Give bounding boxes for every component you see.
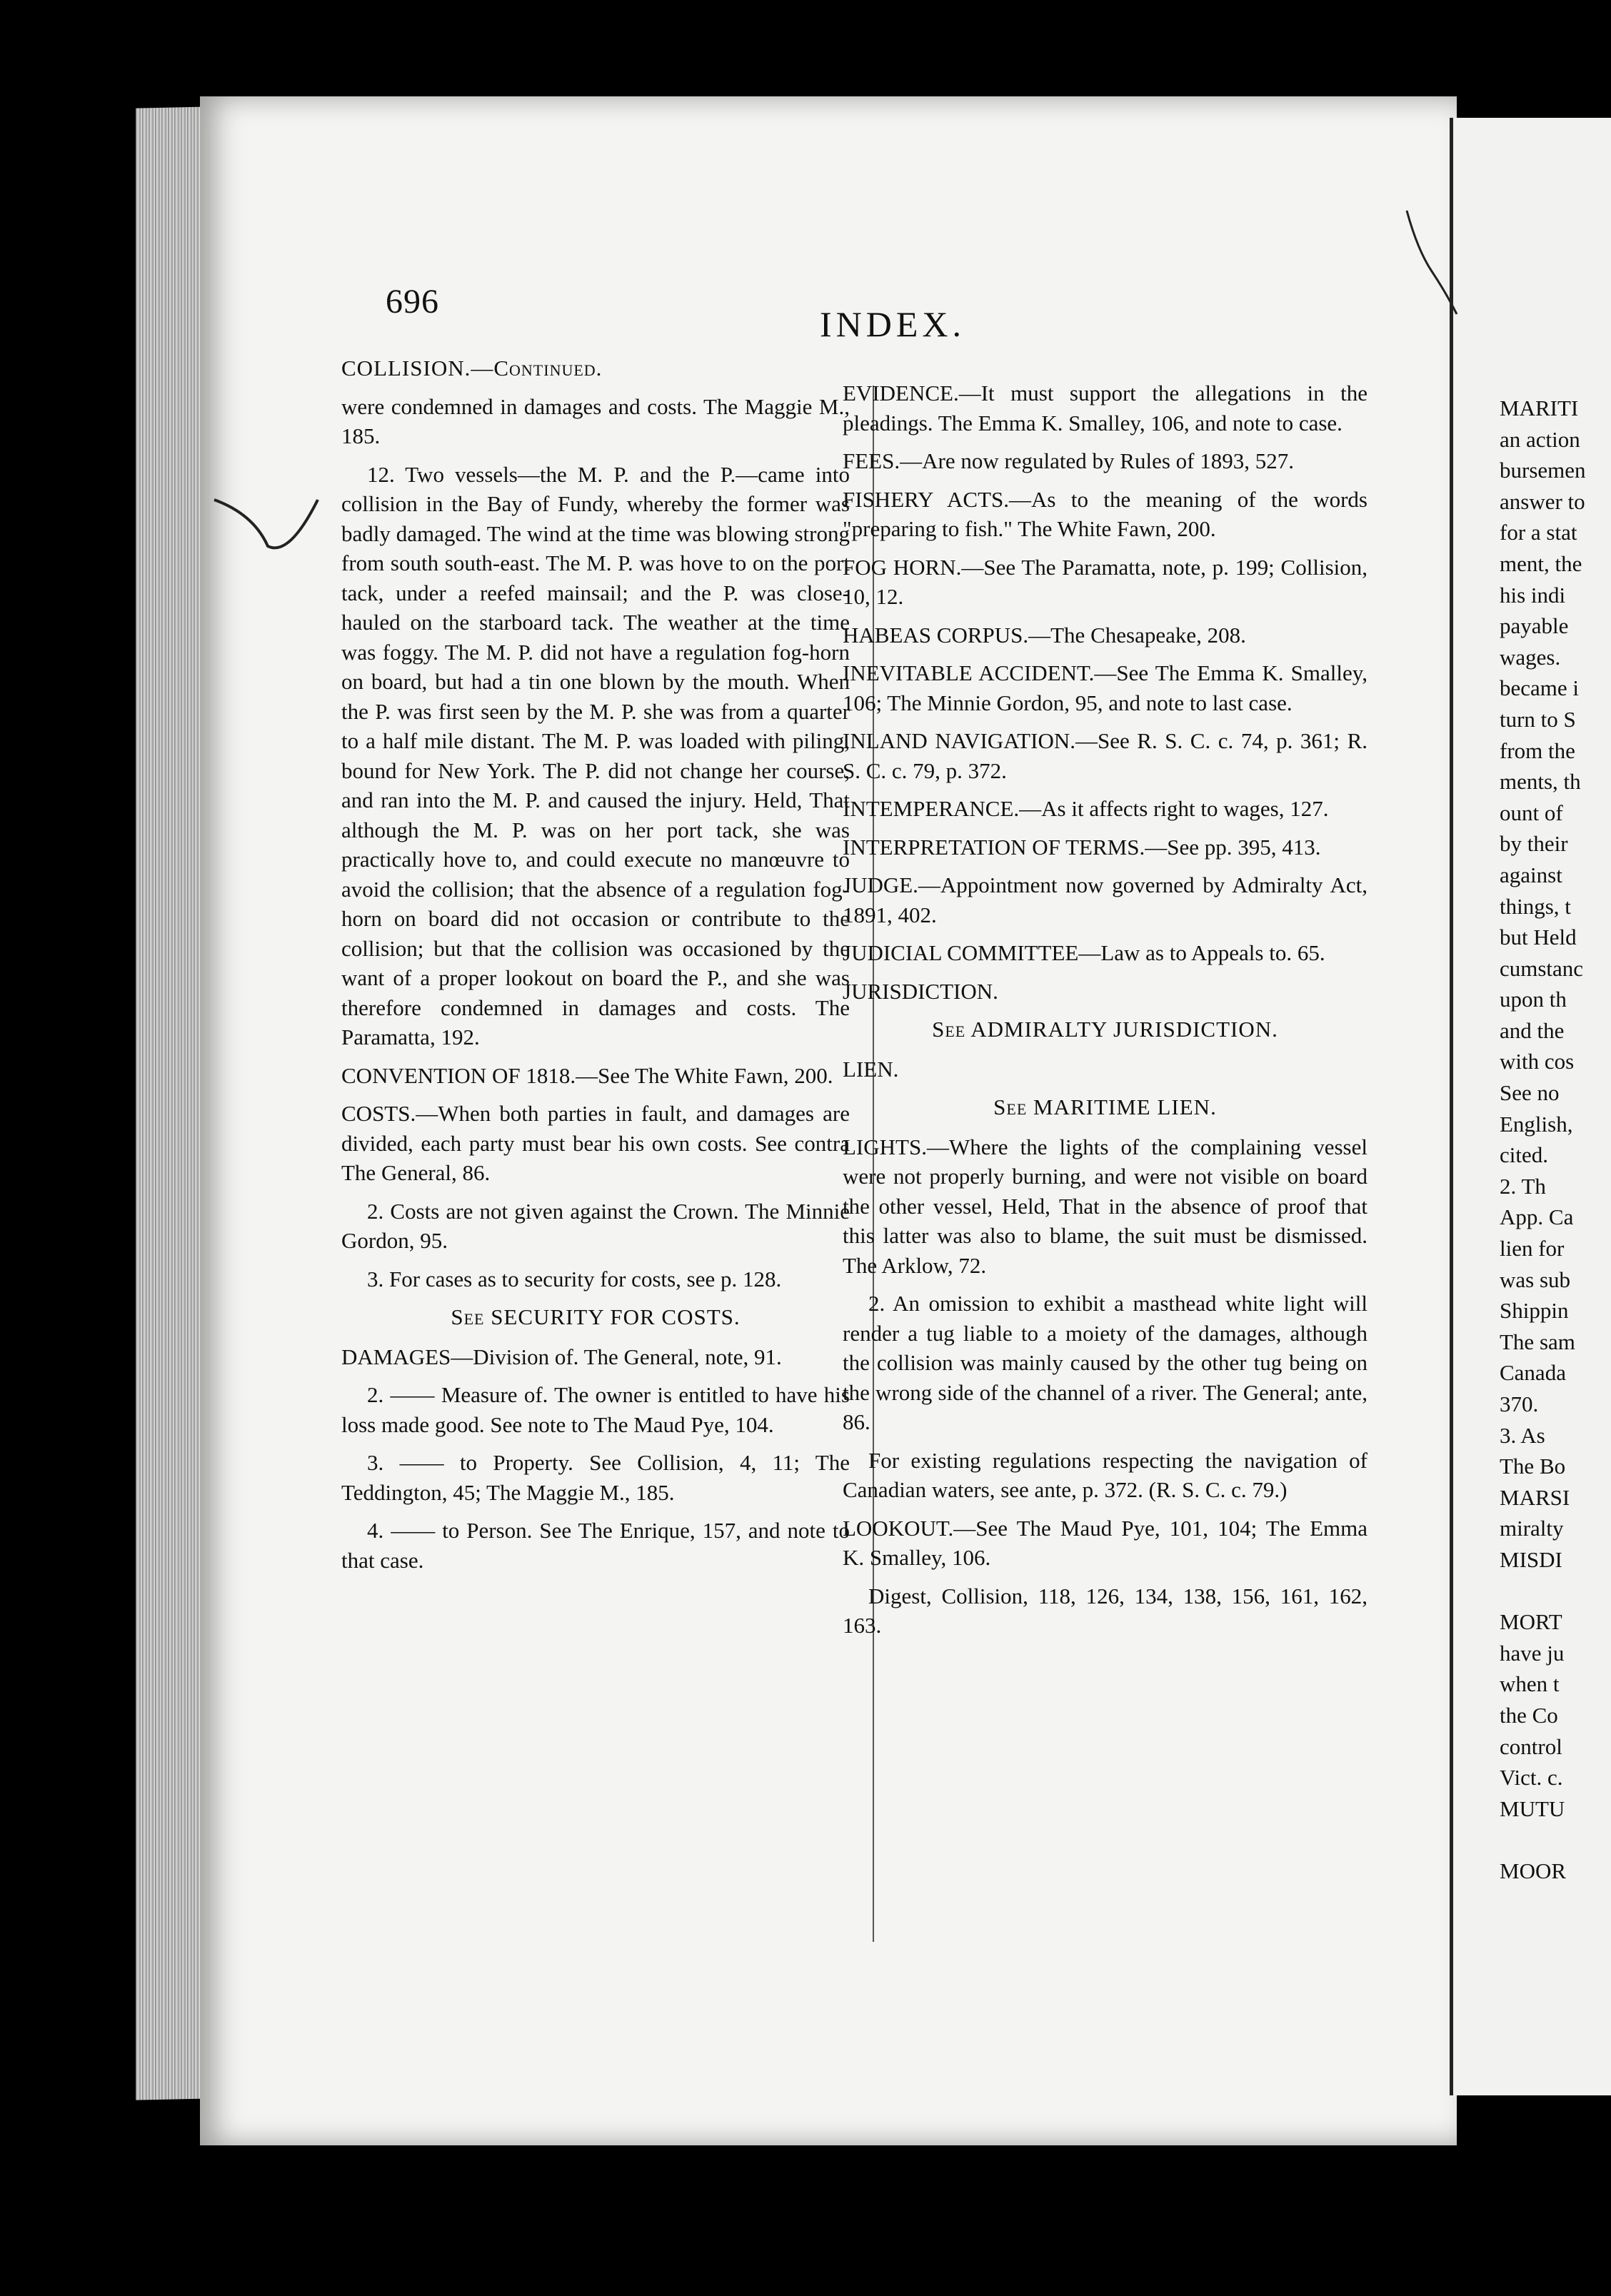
fragment-line: his indi	[1500, 582, 1566, 608]
fragment-line: Shippin	[1500, 1298, 1569, 1324]
index-column-left	[341, 353, 850, 1583]
fragment-line: cited.	[1500, 1142, 1548, 1168]
index-subentry: 3. —— to Property. See Collision, 4, 11; The Teddington, 45; The Maggie M., 185.	[341, 1450, 850, 1505]
fragment-line: Canada	[1500, 1360, 1566, 1386]
index-entry: INTEMPERANCE.—As it affects right to wages, 127.	[843, 796, 1329, 821]
fragment-line: English,	[1500, 1111, 1573, 1137]
fragment-line: things, t	[1500, 893, 1571, 919]
fragment-line: and the	[1500, 1017, 1565, 1043]
index-entry: INLAND NAVIGATION.—See R. S. C. c. 74, p. 361; R. S. C. c. 79, p. 372.	[843, 728, 1367, 783]
fragment-line: MARITI	[1500, 396, 1579, 421]
index-subentry: Digest, Collision, 118, 126, 134, 138, 156, 161, 162, 163.	[843, 1583, 1367, 1638]
fragment-line: the Co	[1500, 1702, 1558, 1728]
fragment-line	[1500, 1824, 1611, 1856]
fragment-line	[1500, 1576, 1611, 1607]
fragment-line: MOOR	[1500, 1858, 1567, 1883]
index-subentry: 2. —— Measure of. The owner is entitled to have his loss made good. See note to The Maud Pye, 104.	[341, 1382, 850, 1437]
fragment-line: from the	[1500, 737, 1575, 763]
fragment-line: payable	[1500, 613, 1569, 639]
index-entry: LIEN.	[843, 1056, 899, 1082]
fragment-line: 3. As	[1500, 1422, 1545, 1448]
cross-reference: See MARITIME LIEN.	[993, 1094, 1217, 1119]
fragment-line: The sam	[1500, 1329, 1575, 1354]
index-entry: LIGHTS.—Where the lights of the complaining vessel were not properly burning, and were not visible on board the other vessel, Held, That in the absence of proof that this latter was also to blame, the suit must be dismissed. The Arklow, 72.	[843, 1134, 1367, 1278]
fragment-line: MORT	[1500, 1609, 1562, 1635]
fragment-line: control	[1500, 1733, 1562, 1759]
index-entry: JURISDICTION.	[843, 978, 998, 1004]
fragment-line: by their	[1500, 831, 1568, 857]
index-entry: FOG HORN.—See The Paramatta, note, p. 199; Collision, 10, 12.	[843, 554, 1367, 609]
fragment-line: when t	[1500, 1671, 1560, 1697]
index-entry: COSTS.—When both parties in fault, and damages are divided, each party must bear his own costs. See contra The General, 86.	[341, 1101, 850, 1185]
index-subentry: For existing regulations respecting the navigation of Canadian waters, see ante, p. 372. (R. S. C. c. 79.)	[843, 1447, 1367, 1502]
fragment-line: bursemen	[1500, 458, 1586, 483]
fragment-line: was sub	[1500, 1267, 1571, 1292]
fragment-line: ount of	[1500, 800, 1563, 825]
fragment-line: Vict. c.	[1500, 1765, 1563, 1791]
fragment-line: upon th	[1500, 987, 1567, 1012]
cross-reference: See ADMIRALTY JURISDICTION.	[932, 1017, 1278, 1042]
fragment-line: for a stat	[1500, 520, 1577, 545]
fragment-line: MISDI	[1500, 1546, 1562, 1572]
fragment-line: lien for	[1500, 1236, 1565, 1262]
index-column-right-fragment	[1500, 393, 1611, 1887]
index-entry: LOOKOUT.—See The Maud Pye, 101, 104; The Emma K. Smalley, 106.	[843, 1515, 1367, 1570]
pen-mark-icon	[211, 485, 325, 564]
index-entry: were condemned in damages and costs. The Maggie M., 185.	[341, 393, 850, 448]
index-entry: COLLISION.—Continued.	[341, 356, 603, 381]
fragment-line: App. Ca	[1500, 1204, 1574, 1230]
fragment-line: wages.	[1500, 644, 1561, 670]
fragment-line: against	[1500, 862, 1562, 887]
fragment-line: ments, th	[1500, 769, 1581, 795]
fragment-line: cumstanc	[1500, 955, 1584, 981]
fragment-line: 370.	[1500, 1391, 1539, 1416]
fragment-line: an action	[1500, 426, 1580, 452]
fragment-line: turn to S	[1500, 706, 1576, 732]
fragment-line: answer to	[1500, 488, 1585, 514]
index-entry: JUDGE.—Appointment now governed by Admiralty Act, 1891, 402.	[843, 872, 1367, 927]
fragment-line: miralty	[1500, 1516, 1564, 1541]
index-subentry: 12. Two vessels—the M. P. and the P.—came into collision in the Bay of Fundy, whereby the former was badly damaged. The wind at the time was blowing strong from south south-east. The M. P. was hove to on the port tack, under a reefed mainsail; and the P. was close-hauled on the starboard tack. The weather at the time was foggy. The M. P. did not have a regulation fog-horn on board, but had a tin one blown by the mouth. When the P. was first seen by the M. P. she was from a quarter to a half mile distant. The M. P. was loaded with piling, bound for New York. The P. did not change her course, and ran into the M. P. and caused the injury. Held, That although the M. P. was on her port tack, she was practically hove to, and could execute no manœuvre to avoid the collision; that the absence of a regulation fog-horn on board did not occasion or contribute to the collision; but that the collision was occasioned by the want of a proper lookout on board the P., and she was therefore condemned in damages and costs. The Paramatta, 192.	[341, 461, 850, 1049]
index-subentry: 3. For cases as to security for costs, see p. 128.	[367, 1266, 782, 1292]
index-subentry: 4. —— to Person. See The Enrique, 157, and note to that case.	[341, 1518, 850, 1573]
cross-reference: See SECURITY FOR COSTS.	[451, 1304, 741, 1329]
index-subentry: 2. Costs are not given against the Crown. The Minnie Gordon, 95.	[341, 1198, 850, 1253]
index-entry: FEES.—Are now regulated by Rules of 1893, 527.	[843, 448, 1294, 473]
index-entry: FISHERY ACTS.—As to the meaning of the words "preparing to fish." The White Fawn, 200.	[843, 486, 1367, 541]
index-entry: HABEAS CORPUS.—The Chesapeake, 208.	[843, 622, 1246, 648]
index-entry: JUDICIAL COMMITTEE—Law as to Appeals to. 65.	[843, 940, 1325, 965]
index-entry: DAMAGES—Division of. The General, note, 91.	[341, 1344, 782, 1369]
fragment-line: MARSI	[1500, 1484, 1570, 1510]
index-entry: INTERPRETATION OF TERMS.—See pp. 395, 413.	[843, 834, 1321, 860]
fragment-line: See no	[1500, 1080, 1560, 1106]
fragment-line: ment, the	[1500, 550, 1582, 576]
page-number: 696	[386, 283, 439, 321]
fragment-line: but Held	[1500, 925, 1577, 950]
index-column-middle	[843, 378, 1367, 1649]
fragment-line: MUTU	[1500, 1796, 1565, 1821]
index-subentry: 2. An omission to exhibit a masthead white light will render a tug liable to a moiety of the damages, although the collision was mainly caused by the other tug being on the wrong side of the channel of a river. The General; ante, 86.	[843, 1291, 1367, 1434]
fragment-line: have ju	[1500, 1640, 1565, 1666]
fragment-line: became i	[1500, 675, 1580, 701]
index-entry: INEVITABLE ACCIDENT.—See The Emma K. Smalley, 106; The Minnie Gordon, 95, and note to last case.	[843, 660, 1367, 715]
fragment-line: with cos	[1500, 1049, 1575, 1074]
index-entry: CONVENTION OF 1818.—See The White Fawn, 200.	[341, 1062, 833, 1088]
fragment-line: The Bo	[1500, 1454, 1566, 1479]
fragment-line: 2. Th	[1500, 1173, 1546, 1199]
running-head: INDEX.	[819, 304, 966, 344]
index-entry: EVIDENCE.—It must support the allegations in the pleadings. The Emma K. Smalley, 106, and note to case.	[843, 381, 1367, 435]
pen-mark-icon	[1403, 207, 1460, 321]
